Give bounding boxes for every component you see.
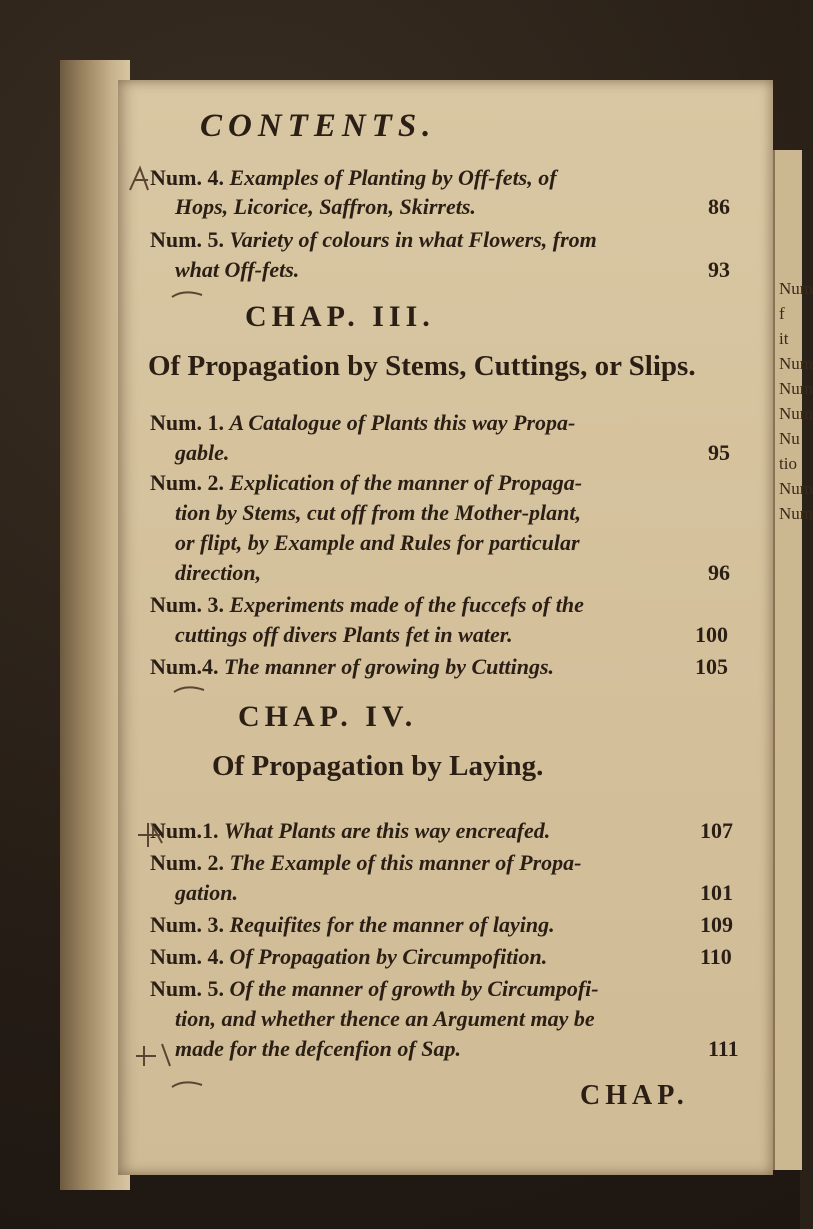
page-number: 105 xyxy=(695,654,728,679)
entry-text: Hops, Licorice, Saffron, Skirrets. xyxy=(175,194,476,219)
entry-text: Experiments made of the fuccefs of the xyxy=(229,592,584,617)
page-number: 96 xyxy=(708,560,730,585)
entry-text: what Off-fets. xyxy=(175,257,300,282)
entry-number: Num. 3. xyxy=(150,592,224,617)
entry-text: tion by Stems, cut off from the Mother-plant, xyxy=(175,500,582,525)
entry-number: Num. 2. xyxy=(150,470,224,495)
entry-text: gation. xyxy=(175,880,238,905)
entry-text: made for the defcenfion of Sap. xyxy=(175,1036,461,1061)
handwritten-mark xyxy=(168,1075,208,1095)
entry-text: gable. xyxy=(175,440,230,465)
entry-number: Num. 4. xyxy=(150,944,224,969)
entry-text: The Example of this manner of Propa- xyxy=(229,850,582,875)
entry-c2-line1 xyxy=(150,850,581,876)
handwritten-mark xyxy=(120,160,160,200)
entry-text: or flipt, by Example and Rules for particular xyxy=(175,530,580,555)
entry-b3-line1 xyxy=(150,592,584,618)
handwritten-mark xyxy=(130,1036,180,1076)
page-number: 93 xyxy=(708,257,730,282)
page-number: 111 xyxy=(708,1036,739,1061)
entry-a2-line1 xyxy=(150,227,597,253)
entry-number: Num. 2. xyxy=(150,850,224,875)
catchword: CHAP. xyxy=(580,1080,689,1111)
entry-number: Num. 3. xyxy=(150,912,224,937)
entry-text: Requifites for the manner of laying. xyxy=(229,912,555,937)
entry-c5-line1 xyxy=(150,976,599,1002)
entry-c2-line2 xyxy=(175,880,238,906)
page-number: 107 xyxy=(700,818,733,843)
entry-c5-line3 xyxy=(175,1036,461,1062)
page-number: 110 xyxy=(700,944,732,969)
entry-b3-line2 xyxy=(175,622,513,648)
entry-a1-line2 xyxy=(175,194,476,220)
page-title: CONTENTS. xyxy=(200,108,437,144)
entry-b2-line1 xyxy=(150,470,582,496)
handwritten-mark xyxy=(170,680,210,700)
handwritten-mark xyxy=(130,815,170,855)
entry-number: Num. 5. xyxy=(150,227,224,252)
entry-c5-line2 xyxy=(175,1006,595,1032)
page-number: 100 xyxy=(695,622,728,647)
entry-c1-line1 xyxy=(150,818,550,844)
entry-text: Of the manner of growth by Circumpofi- xyxy=(229,976,599,1001)
entry-number: Num.1. xyxy=(150,818,219,843)
page-number: 101 xyxy=(700,880,733,905)
entry-number: Num. 4. xyxy=(150,165,224,190)
entry-text: cuttings off divers Plants fet in water. xyxy=(175,622,513,647)
entry-text: A Catalogue of Plants this way Propa- xyxy=(229,410,576,435)
entry-text: Variety of colours in what Flowers, from xyxy=(229,227,597,252)
entry-number: Num.4. xyxy=(150,654,219,679)
handwritten-mark xyxy=(168,285,208,305)
entry-text: direction, xyxy=(175,560,262,585)
entry-text: Explication of the manner of Propaga- xyxy=(229,470,583,495)
entry-a1-line1 xyxy=(150,165,557,191)
entry-b1-line1 xyxy=(150,410,575,436)
entry-text: The manner of growing by Cuttings. xyxy=(223,654,555,679)
entry-c3-line1 xyxy=(150,912,555,938)
entry-b2-line4 xyxy=(175,560,261,586)
entry-text: Of Propagation by Circumpofition. xyxy=(229,944,548,969)
page-number: 95 xyxy=(708,440,730,465)
adjacent-page-edge: Num f it Num Num Num Nu tio Num Num xyxy=(773,150,802,1170)
chapter-heading: CHAP. III. xyxy=(245,300,435,333)
entry-b2-line3 xyxy=(175,530,580,556)
entry-b2-line2 xyxy=(175,500,581,526)
chapter-subtitle: Of Propagation by Stems, Cuttings, or Slips. xyxy=(148,350,696,382)
entry-number: Num. 1. xyxy=(150,410,224,435)
entry-c4-line1 xyxy=(150,944,547,970)
entry-text: What Plants are this way encreafed. xyxy=(223,818,551,843)
chapter-subtitle: Of Propagation by Laying. xyxy=(212,750,544,782)
entry-a2-line2 xyxy=(175,257,299,283)
entry-text: Examples of Planting by Off-fets, of xyxy=(229,165,557,190)
chapter-heading: CHAP. IV. xyxy=(238,700,418,733)
entry-number: Num. 5. xyxy=(150,976,224,1001)
entry-b4-line1 xyxy=(150,654,554,680)
entry-b1-line2 xyxy=(175,440,229,466)
page-number: 109 xyxy=(700,912,733,937)
page-number: 86 xyxy=(708,194,730,219)
entry-text: tion, and whether thence an Argument may be xyxy=(175,1006,595,1031)
